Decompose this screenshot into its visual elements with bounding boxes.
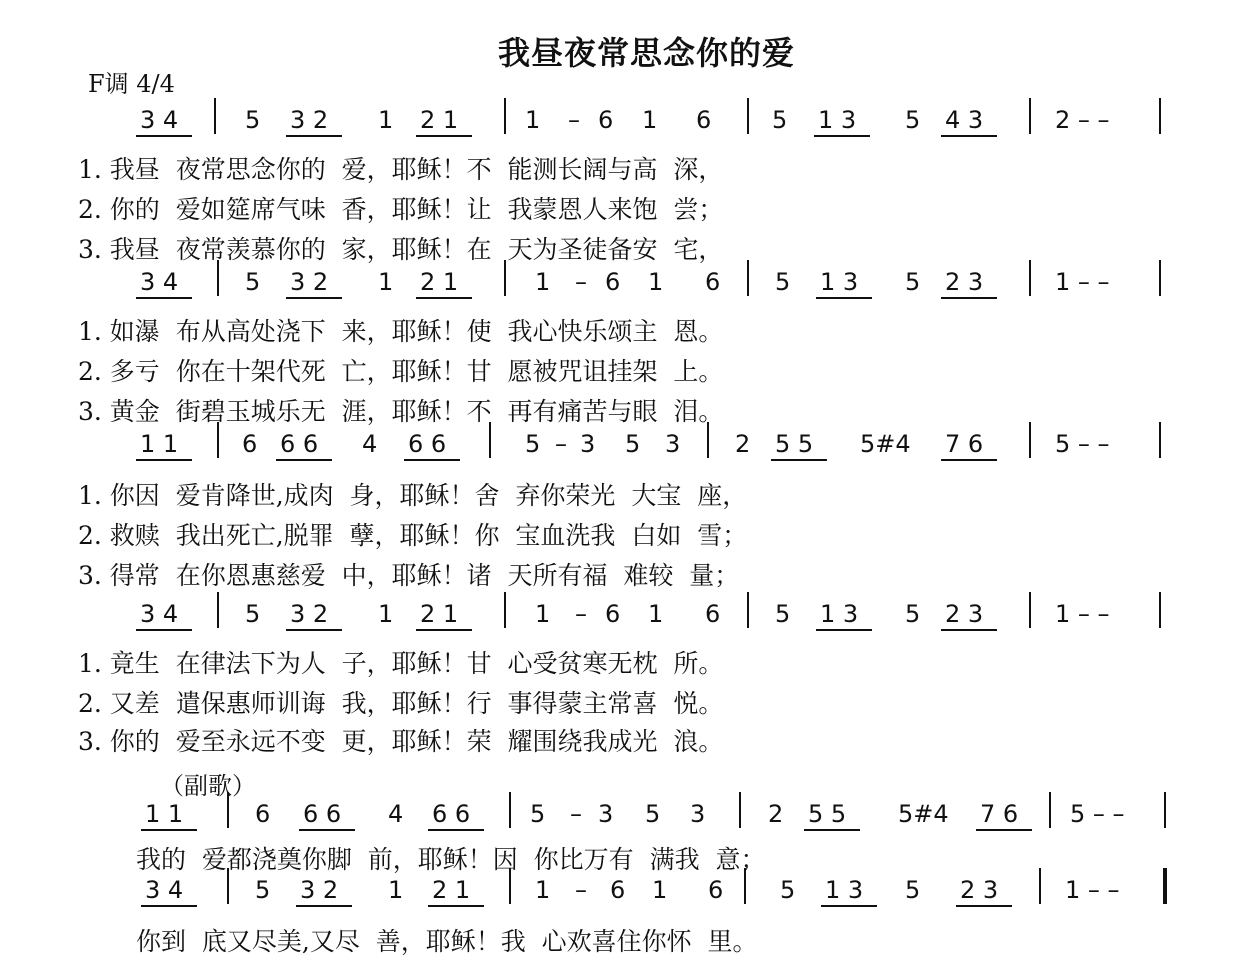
note: 6 xyxy=(598,106,614,134)
note: 1 xyxy=(525,106,541,134)
note: 1 xyxy=(378,600,394,628)
note: 3 2 xyxy=(300,876,339,904)
lyric-line: 3. 得常 在你恩惠慈爱 中，耶稣！诸 天所有福 难较 量； xyxy=(78,561,740,590)
note: – xyxy=(575,876,587,904)
note: 6 6 xyxy=(303,800,342,828)
note: 3 4 xyxy=(140,268,179,296)
note: 1 3 xyxy=(818,106,857,134)
lyric-line: 3. 黄金 街碧玉城乐无 涯，耶稣！不 再有痛苦与眼 泪。 xyxy=(78,397,724,426)
lyric-line: 我的 爱都浇奠你脚 前，耶稣！因 你比万有 满我 意； xyxy=(136,845,766,874)
note: 1 – – xyxy=(1065,876,1120,904)
note: 5 xyxy=(645,800,661,828)
note: 6 xyxy=(255,800,271,828)
note: 3 4 xyxy=(140,106,179,134)
note: 5 xyxy=(775,268,791,296)
note: 5 5 xyxy=(808,800,847,828)
note: 5 xyxy=(905,600,921,628)
lyric-line: 3. 你的 爱至永远不变 更，耶稣！荣 耀围绕我成光 浪。 xyxy=(78,727,724,756)
note: 1 3 xyxy=(825,876,864,904)
note: 5 xyxy=(905,106,921,134)
note: 5 xyxy=(780,876,796,904)
note: 3 2 xyxy=(290,106,329,134)
note: 1 xyxy=(388,876,404,904)
note: 3 xyxy=(580,430,596,458)
note: 2 xyxy=(768,800,784,828)
lyric-line: 2. 又差 遣保惠师训诲 我，耶稣！行 事得蒙主常喜 悦。 xyxy=(78,689,724,718)
note: 1 1 xyxy=(145,800,184,828)
note: 6 xyxy=(708,876,724,904)
note: 1 xyxy=(648,600,664,628)
note: 1 xyxy=(378,106,394,134)
note: 3 xyxy=(690,800,706,828)
note: 6 xyxy=(705,600,721,628)
note: 5 xyxy=(245,106,261,134)
lyric-line: 3. 我昼 夜常羡慕你的 家，耶稣！在 天为圣徒备安 宅， xyxy=(78,235,724,264)
note: 5 xyxy=(525,430,541,458)
note: 1 1 xyxy=(140,430,179,458)
note: – xyxy=(575,268,587,296)
note: 5 xyxy=(905,876,921,904)
note: – xyxy=(570,800,582,828)
lyric-line: 1. 我昼 夜常思念你的 爱，耶稣！不 能测长阔与高 深， xyxy=(78,155,724,184)
note: 2 1 xyxy=(432,876,471,904)
lyric-line: 你到 底又尽美,又尽 善，耶稣！我 心欢喜住你怀 里。 xyxy=(136,927,758,956)
note: 5 – – xyxy=(1070,800,1125,828)
lyric-line: 2. 你的 爱如筵席气味 香，耶稣！让 我蒙恩人来饱 尝； xyxy=(78,195,724,224)
note: 1 xyxy=(535,268,551,296)
note: 2 xyxy=(735,430,751,458)
note: 6 xyxy=(242,430,258,458)
note: 7 6 xyxy=(945,430,984,458)
note: 5#4 xyxy=(898,800,949,828)
note: 1 – – xyxy=(1055,600,1110,628)
chorus-label: （副歌） xyxy=(160,772,256,800)
note: 3 4 xyxy=(140,600,179,628)
lyric-line: 1. 竟生 在律法下为人 子，耶稣！甘 心受贫寒无枕 所。 xyxy=(78,649,724,678)
note: 3 2 xyxy=(290,268,329,296)
note: 5 xyxy=(245,268,261,296)
song-title: 我昼夜常思念你的爱 xyxy=(498,34,796,72)
note: 4 xyxy=(362,430,378,458)
key-signature: F调 4/4 xyxy=(88,70,175,98)
note: 2 3 xyxy=(945,268,984,296)
note: 3 2 xyxy=(290,600,329,628)
note: – xyxy=(575,600,587,628)
note: 1 xyxy=(535,876,551,904)
note: 6 6 xyxy=(280,430,319,458)
note: 5#4 xyxy=(860,430,911,458)
note: 2 1 xyxy=(420,106,459,134)
note: 2 3 xyxy=(945,600,984,628)
note: 5 xyxy=(245,600,261,628)
note: 6 xyxy=(605,268,621,296)
note: 6 6 xyxy=(432,800,471,828)
note: 2 1 xyxy=(420,268,459,296)
note: 3 4 xyxy=(145,876,184,904)
lyric-line: 1. 如瀑 布从高处浇下 来，耶稣！使 我心快乐颂主 恩。 xyxy=(78,317,724,346)
note: 1 xyxy=(378,268,394,296)
lyric-line: 2. 多亏 你在十架代死 亡，耶稣！甘 愿被咒诅挂架 上。 xyxy=(78,357,724,386)
note: 5 xyxy=(625,430,641,458)
note: 7 6 xyxy=(980,800,1019,828)
note: – xyxy=(568,106,580,134)
note: 4 xyxy=(388,800,404,828)
note: 6 xyxy=(605,600,621,628)
note: 6 xyxy=(696,106,712,134)
note: 5 xyxy=(772,106,788,134)
note: 5 xyxy=(255,876,271,904)
note: 1 xyxy=(642,106,658,134)
note: 5 xyxy=(775,600,791,628)
lyric-line: 2. 救赎 我出死亡,脱罪 孽，耶稣！你 宝血洗我 白如 雪； xyxy=(78,521,748,550)
note: 6 6 xyxy=(408,430,447,458)
note: 2 3 xyxy=(960,876,999,904)
note: 5 – – xyxy=(1055,430,1110,458)
note: 2 1 xyxy=(420,600,459,628)
lyric-line: 1. 你因 爱肯降世,成肉 身，耶稣！舍 弃你荣光 大宝 座， xyxy=(78,481,748,510)
note: 6 xyxy=(610,876,626,904)
note: 2 – – xyxy=(1055,106,1110,134)
note: 1 xyxy=(652,876,668,904)
note: 1 – – xyxy=(1055,268,1110,296)
note: 5 xyxy=(905,268,921,296)
note: 3 xyxy=(598,800,614,828)
note: 3 xyxy=(665,430,681,458)
note: 5 xyxy=(530,800,546,828)
note: 6 xyxy=(705,268,721,296)
note: 1 3 xyxy=(820,268,859,296)
note: 1 3 xyxy=(820,600,859,628)
note: 4 3 xyxy=(945,106,984,134)
note: 1 xyxy=(535,600,551,628)
note: 1 xyxy=(648,268,664,296)
note: – xyxy=(555,430,567,458)
note: 5 5 xyxy=(775,430,814,458)
